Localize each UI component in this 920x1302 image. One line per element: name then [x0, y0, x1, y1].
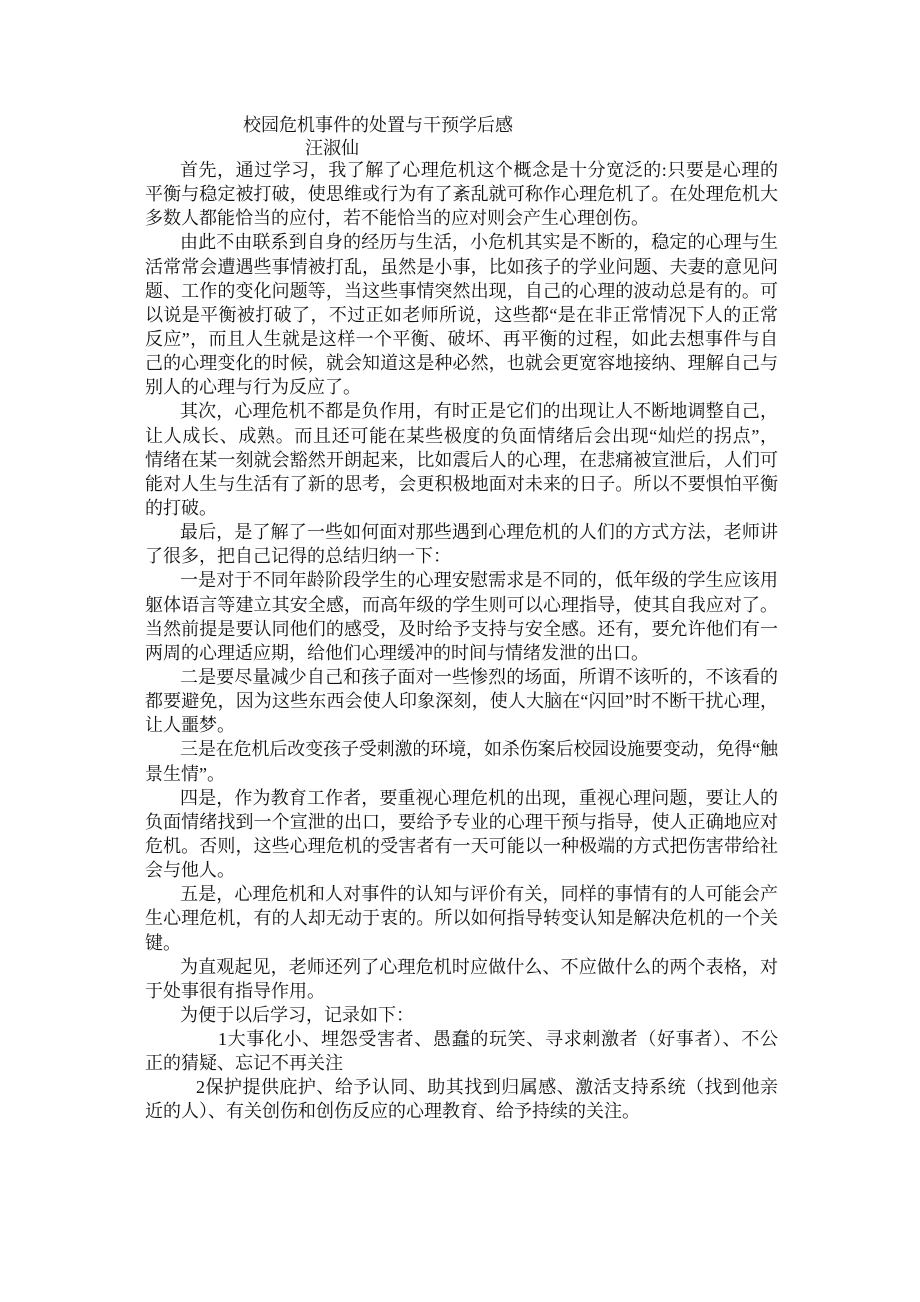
text-line: 别人的心理与行为反应了。	[145, 377, 361, 398]
text-line: 1大事化小、埋怨受害者、愚蠢的玩笑、寻求刺激者（好事者）、不公	[218, 1029, 779, 1050]
text-line: 的打破。	[145, 497, 217, 518]
paragraph	[145, 520, 778, 568]
text-line: 四是，作为教育工作者，要重视心理危机的出现，重视心理问题，要让人的	[180, 787, 779, 808]
text-line: 最后，是了解了一些如何面对那些遇到心理危机的人们的方式方法，老师讲	[180, 522, 779, 543]
text-line: 由此不由联系到自身的经历与生活，小危机其实是不断的，稳定的心理与生	[180, 232, 779, 253]
text-line: 会与他人。	[145, 860, 235, 881]
text-line: 三是在危机后改变孩子受刺激的环境，如杀伤案后校园设施要变动，免得“触	[180, 739, 778, 760]
text-line: 正的猜疑、忘记不再关注	[145, 1053, 343, 1074]
text-line: 近的人）、有关创伤和创伤反应的心理教育、给予持续的关注。	[145, 1101, 640, 1122]
paragraph	[145, 1003, 778, 1027]
paragraph	[145, 665, 778, 737]
paragraph	[145, 737, 778, 785]
text-line: 于处事很有指导作用。	[145, 980, 325, 1001]
text-line: 二是要尽量减少自己和孩子面对一些惨烈的场面，所谓不该听的，不该看的	[180, 666, 779, 687]
text-line: 负面情绪找到一个宣泄的出口，要给予专业的心理干预与指导，使人正确地应对	[145, 811, 779, 832]
text-line: 躯体语言等建立其安全感，而高年级的学生则可以心理指导，使其自我应对了。	[145, 594, 779, 615]
text-line: 为直观起见，老师还列了心理危机时应做什么、不应做什么的两个表格，对	[180, 956, 779, 977]
text-line: 让人噩梦。	[145, 715, 235, 736]
document-body	[145, 158, 778, 1124]
text-line: 当然前提是要认同他们的感受，及时给予支持与安全感。还有，要允许他们有一	[145, 618, 779, 639]
text-line: 以说是平衡被打破了，不过正如老师所说，这些都“是在非正常情况下人的正常	[145, 304, 779, 325]
text-line: 生心理危机，有的人却无动于衷的。所以如何指导转变认知是解决危机的一个关	[145, 908, 779, 929]
text-line: 键。	[145, 932, 181, 953]
paragraph	[145, 882, 778, 954]
paragraph	[145, 786, 778, 883]
text-line: 多数人都能恰当的应付，若不能恰当的应对则会产生心理创伤。	[145, 208, 649, 229]
paragraph	[145, 230, 778, 399]
paragraph	[145, 399, 778, 520]
text-line: 2保护提供庇护、给予认同、助其找到归属感、激活支持系统（找到他亲	[196, 1077, 779, 1098]
text-line: 题、工作的变化问题等，当这些事情突然出现，自己的心理的波动总是有的。可	[145, 280, 779, 301]
author-name: 汪淑仙	[305, 138, 359, 158]
text-line: 平衡与稳定被打破，使思维或行为有了紊乱就可称作心理危机了。在处理危机大	[145, 184, 779, 205]
text-line: 都要避免，因为这些东西会使人印象深刻，使人大脑在“闪回”时不断干扰心理，	[145, 691, 779, 712]
text-line: 五是，心理危机和人对事件的认知与评价有关，同样的事情有的人可能会产	[180, 884, 779, 905]
text-line: 其次，心理危机不都是负作用，有时正是它们的出现让人不断地调整自己，	[180, 401, 779, 422]
document-title: 校园危机事件的处置与干预学后感	[243, 115, 513, 135]
text-line: 首先，通过学习，我了解了心理危机这个概念是十分宽泛的:只要是心理的	[180, 160, 779, 180]
paragraph	[145, 955, 778, 1003]
text-line: 危机。否则，这些心理危机的受害者有一天可能以一种极端的方式把伤害带给社	[145, 835, 779, 856]
text-line: 让人成长、成熟。而且还可能在某些极度的负面情绪后会出现“灿烂的拐点”，	[145, 425, 779, 446]
text-line: 能对人生与生活有了新的思考，会更积极地面对未来的日子。所以不要惧怕平衡	[145, 473, 779, 494]
text-line: 了很多，把自己记得的总结归纳一下：	[145, 546, 451, 567]
text-line: 己的心理变化的时候，就会知道这是种必然，也就会更宽容地接纳、理解自己与	[145, 353, 779, 374]
text-line: 情绪在某一刻就会豁然开朗起来，比如震后人的心理，在悲痛被宣泄后，人们可	[145, 449, 779, 470]
text-line: 活常常会遭遇些事情被打乱，虽然是小事，比如孩子的学业问题、夫妻的意见问	[145, 256, 779, 277]
text-line: 一是对于不同年龄阶段学生的心理安慰需求是不同的，低年级的学生应该用	[180, 570, 779, 591]
text-line: 反应”，而且人生就是这样一个平衡、破坏、再平衡的过程，如此去想事件与自	[145, 328, 779, 349]
text-line: 两周的心理适应期，给他们心理缓冲的时间与情绪发泄的出口。	[145, 642, 649, 663]
list-item	[145, 1027, 778, 1075]
list-item	[145, 1075, 778, 1123]
paragraph	[145, 158, 778, 230]
text-line: 景生情”。	[145, 763, 225, 784]
text-line: 为便于以后学习，记录如下：	[180, 1004, 414, 1025]
paragraph	[145, 568, 778, 665]
